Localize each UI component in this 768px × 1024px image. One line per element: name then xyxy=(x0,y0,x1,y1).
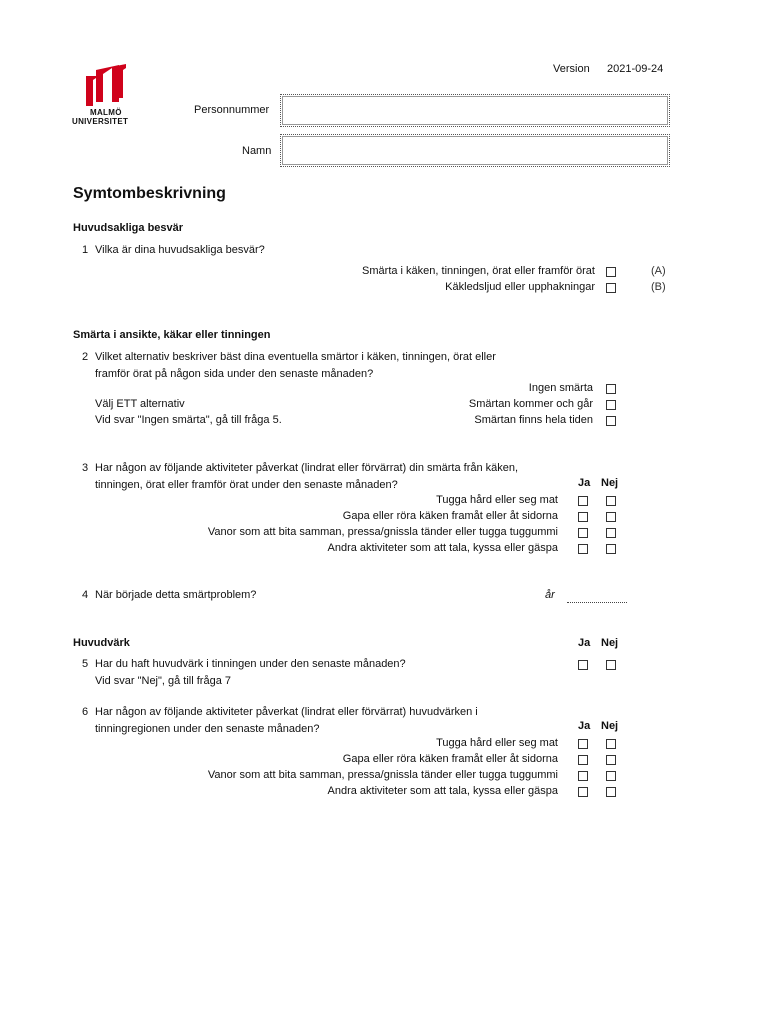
q6-gapa-ja-checkbox[interactable] xyxy=(578,755,588,765)
version-label: Version xyxy=(553,63,590,75)
q2-option-ingen: Ingen smärta xyxy=(528,382,593,394)
q3-vanor-nej-checkbox[interactable] xyxy=(606,528,616,538)
q5-instruction: Vid svar "Nej", gå till fråga 7 xyxy=(95,675,232,687)
q6-number: 6 xyxy=(82,706,89,718)
q3-vanor-ja-checkbox[interactable] xyxy=(578,528,588,538)
q3-gapa-ja-checkbox[interactable] xyxy=(578,512,588,522)
version-value: 2021-09-24 xyxy=(607,63,664,75)
q6-andra-ja-checkbox[interactable] xyxy=(578,787,588,797)
q5-ja-header: Ja xyxy=(578,637,591,649)
q5-text: Har du haft huvudvärk i tinningen under den senaste månaden? xyxy=(95,658,406,670)
q2-option-hela: Smärtan finns hela tiden xyxy=(474,414,593,426)
personnummer-label: Personnummer xyxy=(194,104,270,116)
q3-ja-header: Ja xyxy=(578,477,591,489)
q4-unit: år xyxy=(545,589,555,601)
q6-activity-tugga: Tugga hård eller seg mat xyxy=(436,737,558,749)
q3-activity-vanor: Vanor som att bita samman, pressa/gnissla tänder eller tugga tuggummi xyxy=(207,526,558,538)
q1-number: 1 xyxy=(82,244,89,256)
option-a-checkbox[interactable] xyxy=(606,267,616,277)
q6-activity-andra: Andra aktiviteter som att tala, kyssa eller gäspa xyxy=(327,785,558,797)
q2-instruction-1: Välj ETT alternativ xyxy=(95,398,185,410)
option-b-label: Käkledsljud eller upphakningar xyxy=(445,281,595,293)
option-b-code: (B) xyxy=(651,281,666,293)
q6-nej-header: Nej xyxy=(601,720,619,732)
namn-input[interactable] xyxy=(280,134,670,167)
q4-number: 4 xyxy=(82,589,89,601)
q3-number: 3 xyxy=(82,462,89,474)
q5-nej-header: Nej xyxy=(601,637,619,649)
q5-ja-checkbox[interactable] xyxy=(578,660,588,670)
q3-line2: tinningen, örat eller framför örat under den senaste månaden? xyxy=(95,479,398,491)
option-b-checkbox[interactable] xyxy=(606,283,616,293)
q1-text: Vilka är dina huvudsakliga besvär? xyxy=(95,244,265,256)
q6-activity-vanor: Vanor som att bita samman, pressa/gnissla tänder eller tugga tuggummi xyxy=(207,769,558,781)
q6-vanor-ja-checkbox[interactable] xyxy=(578,771,588,781)
personnummer-input[interactable] xyxy=(280,94,670,127)
q2-line2: framför örat på någon sida under den senaste månaden? xyxy=(95,368,374,380)
q3-tugga-ja-checkbox[interactable] xyxy=(578,496,588,506)
q2-ingen-checkbox[interactable] xyxy=(606,384,616,394)
q3-gapa-nej-checkbox[interactable] xyxy=(606,512,616,522)
logo-text-line1: MALMÖ xyxy=(90,108,122,117)
q2-hela-checkbox[interactable] xyxy=(606,416,616,426)
page-title: Symtombeskrivning xyxy=(73,185,226,202)
q3-andra-nej-checkbox[interactable] xyxy=(606,544,616,554)
q3-activity-gapa: Gapa eller röra käken framåt eller åt sidorna xyxy=(342,510,558,522)
q2-number: 2 xyxy=(82,351,89,363)
q5-nej-checkbox[interactable] xyxy=(606,660,616,670)
q3-activity-tugga: Tugga hård eller seg mat xyxy=(436,494,558,506)
logo-emblem-icon xyxy=(82,62,142,108)
q2-instruction-2: Vid svar "Ingen smärta", gå till fråga 5. xyxy=(95,414,282,426)
q5-number: 5 xyxy=(82,658,89,670)
malmo-university-logo xyxy=(72,62,142,132)
q6-ja-header: Ja xyxy=(578,720,591,732)
q3-tugga-nej-checkbox[interactable] xyxy=(606,496,616,506)
q2-option-kommer: Smärtan kommer och går xyxy=(468,398,593,410)
option-a-code: (A) xyxy=(651,265,666,277)
q6-vanor-nej-checkbox[interactable] xyxy=(606,771,616,781)
q4-text: När började detta smärtproblem? xyxy=(95,589,257,601)
q3-line1: Har någon av följande aktiviteter påverkat (lindrat eller förvärrat) din smärta från käken, xyxy=(95,462,519,474)
section-heading-huvudvark: Huvudvärk xyxy=(73,637,130,649)
section-heading-huvudsakliga: Huvudsakliga besvär xyxy=(73,222,184,234)
namn-label: Namn xyxy=(242,145,272,157)
q6-andra-nej-checkbox[interactable] xyxy=(606,787,616,797)
q6-tugga-ja-checkbox[interactable] xyxy=(578,739,588,749)
q2-kommer-checkbox[interactable] xyxy=(606,400,616,410)
q6-activity-gapa: Gapa eller röra käken framåt eller åt sidorna xyxy=(342,753,558,765)
q6-tugga-nej-checkbox[interactable] xyxy=(606,739,616,749)
logo-text-line2: UNIVERSITET xyxy=(72,117,129,126)
q2-line1: Vilket alternativ beskriver bäst dina eventuella smärtor i käken, tinningen, örat eller xyxy=(95,351,496,363)
q3-andra-ja-checkbox[interactable] xyxy=(578,544,588,554)
q3-activity-andra: Andra aktiviteter som att tala, kyssa eller gäspa xyxy=(327,542,558,554)
q6-line1: Har någon av följande aktiviteter påverkat (lindrat eller förvärrat) huvudvärken i xyxy=(95,706,478,718)
section-heading-smarta: Smärta i ansikte, käkar eller tinningen xyxy=(73,329,271,341)
q4-year-input[interactable] xyxy=(567,601,627,603)
option-a-label: Smärta i käken, tinningen, örat eller framför örat xyxy=(362,265,595,277)
q6-line2: tinningregionen under den senaste månaden? xyxy=(95,723,320,735)
q6-gapa-nej-checkbox[interactable] xyxy=(606,755,616,765)
q3-nej-header: Nej xyxy=(601,477,619,489)
